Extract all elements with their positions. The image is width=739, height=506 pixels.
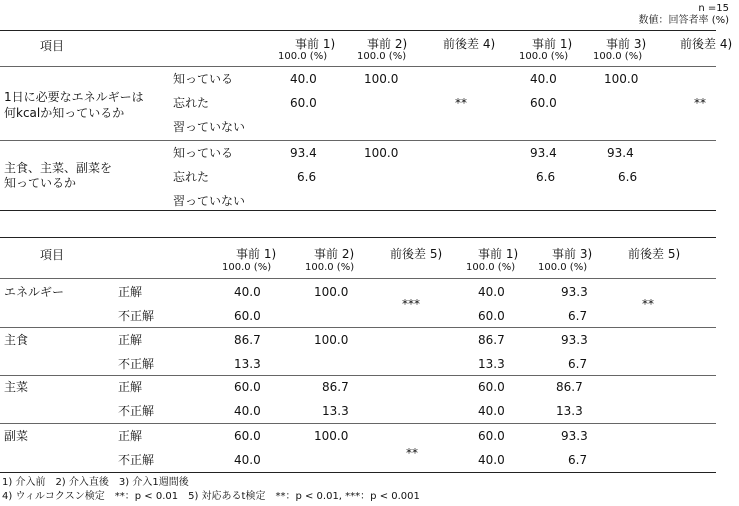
table2-item-main: 主菜	[4, 380, 29, 394]
table1-diff4-header: 前後差 4)	[443, 37, 496, 51]
table2-pre1-sub: 100.0 (%)	[222, 262, 272, 273]
table2-pre1-header: 事前 1)	[236, 247, 277, 261]
table1-pre1-sub: 100.0 (%)	[278, 51, 328, 62]
table1-post3-sub: 100.0 (%)	[593, 51, 643, 62]
significance-mark: **	[406, 446, 418, 460]
table2-post2-sub: 100.0 (%)	[305, 262, 355, 273]
table2-group-rule	[0, 423, 716, 424]
row-label: 知っている	[173, 146, 234, 160]
cell-value: 60.0	[478, 429, 505, 443]
cell-value: 13.3	[556, 404, 583, 418]
cell-value: 60.0	[478, 309, 505, 323]
cell-value: 60.0	[290, 96, 317, 110]
footnote-2: 4) ウィルコクスン検定 **：p < 0.01 5) 対応あるt検定 **：p < 0.01, ***：p < 0.001	[2, 491, 420, 502]
row-label: 習っていない	[173, 194, 246, 208]
row-label: 習っていない	[173, 120, 246, 134]
cell-value: 100.0	[364, 146, 399, 160]
row-label: 不正解	[118, 309, 155, 323]
row-label: 正解	[118, 333, 143, 347]
table2-diff5-header: 前後差 5)	[390, 247, 443, 261]
table1-pre1b-sub: 100.0 (%)	[519, 51, 569, 62]
unit-note: 数値：回答者率 (%)	[638, 15, 729, 26]
table1-post2-header: 事前 2)	[367, 37, 408, 51]
cell-value: 40.0	[234, 285, 261, 299]
table2-item-energy: エネルギー	[4, 285, 65, 299]
cell-value: 6.6	[297, 170, 317, 184]
table1-pre1-header: 事前 1)	[295, 37, 336, 51]
table2-item-staple: 主食	[4, 333, 29, 347]
cell-value: 86.7	[556, 380, 583, 394]
cell-value: 40.0	[530, 72, 557, 86]
cell-value: 100.0	[314, 429, 349, 443]
cell-value: 40.0	[234, 404, 261, 418]
table2-post3-header: 事前 3)	[552, 247, 593, 261]
cell-value: 6.7	[568, 357, 588, 371]
row-label: 忘れた	[173, 96, 210, 110]
cell-value: 60.0	[234, 429, 261, 443]
cell-value: 40.0	[478, 285, 505, 299]
cell-value: 86.7	[234, 333, 261, 347]
table1-post2-sub: 100.0 (%)	[357, 51, 407, 62]
table1-pre1b-header: 事前 1)	[532, 37, 573, 51]
cell-value: 40.0	[478, 404, 505, 418]
row-label: 忘れた	[173, 170, 210, 184]
cell-value: 6.7	[568, 453, 588, 467]
table1-item-header: 項目	[40, 39, 65, 53]
cell-value: 100.0	[314, 333, 349, 347]
cell-value: 13.3	[234, 357, 261, 371]
row-label: 不正解	[118, 404, 155, 418]
significance-mark: ***	[402, 297, 420, 311]
cell-value: 6.7	[568, 309, 588, 323]
cell-value: 100.0	[314, 285, 349, 299]
row-label: 知っている	[173, 72, 234, 86]
cell-value: 93.3	[561, 333, 588, 347]
table1-bottom-rule	[0, 210, 716, 211]
cell-value: 93.3	[561, 429, 588, 443]
cell-value: 40.0	[234, 453, 261, 467]
cell-value: 60.0	[234, 380, 261, 394]
cell-value: 86.7	[322, 380, 349, 394]
table2-post3-sub: 100.0 (%)	[538, 262, 588, 273]
significance-mark: **	[642, 297, 654, 311]
cell-value: 93.4	[530, 146, 557, 160]
cell-value: 100.0	[604, 72, 639, 86]
table2-item-side: 副菜	[4, 429, 29, 443]
row-label: 正解	[118, 285, 143, 299]
table2-group-rule	[0, 327, 716, 328]
cell-value: 13.3	[478, 357, 505, 371]
row-label: 正解	[118, 380, 143, 394]
table2-bottom-rule	[0, 472, 716, 473]
row-label: 不正解	[118, 357, 155, 371]
table1-post3-header: 事前 3)	[606, 37, 647, 51]
table1-item2-line2: 知っているか	[4, 176, 77, 190]
table2-item-header: 項目	[40, 248, 65, 262]
table1-top-rule	[0, 30, 716, 31]
cell-value: 6.6	[536, 170, 556, 184]
cell-value: 93.3	[561, 285, 588, 299]
table1-header-rule	[0, 66, 716, 67]
cell-value: 100.0	[364, 72, 399, 86]
cell-value: 60.0	[530, 96, 557, 110]
significance-mark: **	[694, 96, 706, 110]
table1-item-line1: 1日に必要なエネルギーは	[4, 90, 144, 104]
table2-top-rule	[0, 237, 716, 238]
table1-item-line2: 何kcalか知っているか	[4, 106, 125, 120]
table2-diff5b-header: 前後差 5)	[628, 247, 681, 261]
cell-value: 40.0	[478, 453, 505, 467]
table1-group-rule	[0, 140, 716, 141]
significance-mark: **	[455, 96, 467, 110]
sample-size: n =15	[698, 3, 729, 14]
table2-header-rule	[0, 278, 716, 279]
cell-value: 93.4	[607, 146, 634, 160]
cell-value: 60.0	[478, 380, 505, 394]
cell-value: 40.0	[290, 72, 317, 86]
table2-group-rule	[0, 375, 716, 376]
table2-pre1b-header: 事前 1)	[478, 247, 519, 261]
footnote-1: 1) 介入前 2) 介入直後 3) 介入1週間後	[2, 477, 189, 488]
table2-pre1b-sub: 100.0 (%)	[466, 262, 516, 273]
table2-post2-header: 事前 2)	[314, 247, 355, 261]
cell-value: 6.6	[618, 170, 638, 184]
row-label: 不正解	[118, 453, 155, 467]
cell-value: 13.3	[322, 404, 349, 418]
table1-diff4b-header: 前後差 4)	[680, 37, 733, 51]
cell-value: 60.0	[234, 309, 261, 323]
table1-item2-line1: 主食、主菜、副菜を	[4, 161, 113, 175]
row-label: 正解	[118, 429, 143, 443]
cell-value: 86.7	[478, 333, 505, 347]
cell-value: 93.4	[290, 146, 317, 160]
